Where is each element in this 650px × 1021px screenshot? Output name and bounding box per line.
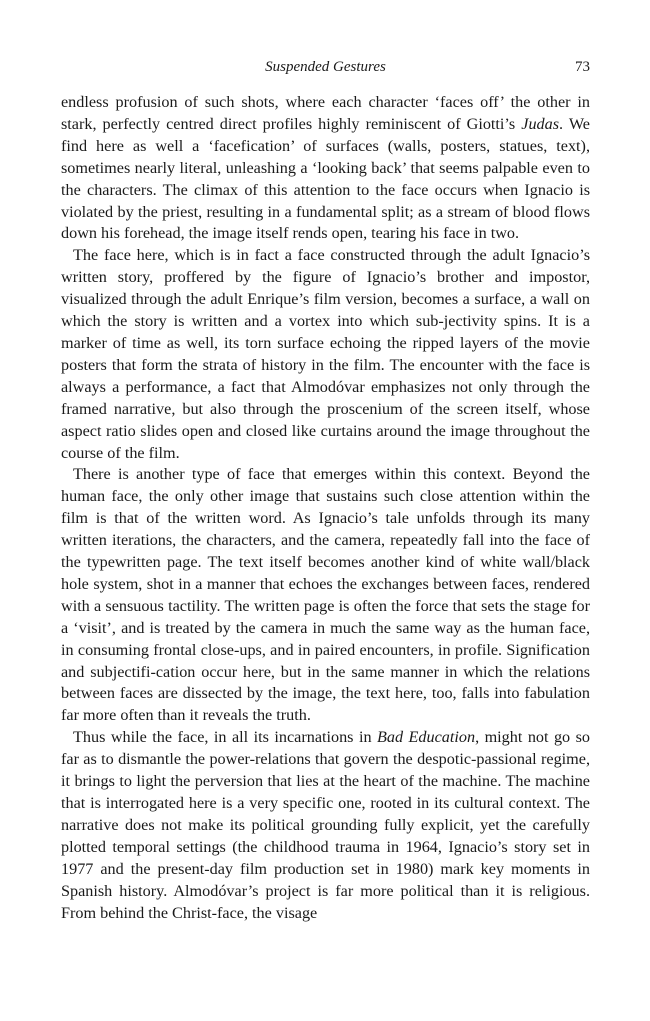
text-segment: . We find here as well a ‘facefication’ of surfaces (walls, posters, statues, text), sometimes nearly literal, unleashing a ‘looking back’ that seems palpable even to the characters. The climax of this attention to the face occurs when Ignacio is violated by the priest, resulting in a fundamental split; as a stream of blood flows down his forehead, the image itself rends open, tearing his face in two. [61, 114, 590, 243]
film-title-bad-education: Bad Education [377, 728, 476, 747]
running-header [61, 55, 590, 79]
paragraph-4 [61, 727, 590, 924]
text-segment: , might not go so far as to dismantle the power-relations that govern the despotic-passional regime, it brings to light the perversion that lies at the heart of the machine. The machine that is interrogated here is a very specific one, rooted in its cultural context. The narrative does not make its political grounding fully explicit, yet the carefully plotted temporal settings (the childhood trauma in 1964, Ignacio’s story set in 1977 and the present-day film production set in 1980) mark key moments in Spanish history. Almodóvar’s project is far more political than it is religious. From behind the Christ-face, the visage [61, 728, 590, 922]
text-segment: There is another type of face that emerges within this context. Beyond the human face, the only other image that sustains such close attention within the film is that of the written word. As Ignacio’s tale unfolds through its many written iterations, the characters, and the camera, repeatedly fall into the face of the typewritten page. The text itself becomes another kind of white wall/black hole system, shot in a manner that echoes the exchanges between faces, rendered with a sensuous tactility. The written page is often the force that sets the stage for a ‘visit’, and is treated by the camera in much the same way as the human face, in consuming frontal close-ups, and in paired encounters, in profile. Signification and subjectifi-cation occur here, but in the same manner in which the relations between faces are dissected by the image, the text here, too, falls into fabulation far more often than it reveals the truth. [61, 465, 590, 725]
text-segment: The face here, which is in fact a face constructed through the adult Ignacio’s written story, proffered by the figure of Ignacio’s brother and impostor, visualized through the adult Enrique’s film version, becomes a surface, a wall on which the story is written and a vortex into which sub-jectivity spins. It is a marker of time as well, its torn surface echoing the ripped layers of the movie posters that form the strata of history in the film. The encounter with the face is always a performance, a fact that Almodóvar emphasizes not only through the framed narrative, but also through the proscenium of the screen itself, whose aspect ratio slides open and closed like curtains around the image throughout the course of the film. [61, 246, 590, 462]
book-page [61, 55, 590, 924]
text-segment: endless profusion of such shots, where each character ‘faces off’ the other in stark, perfectly centred direct profiles highly reminiscent of Giotti’s [61, 93, 590, 133]
paragraph-1 [61, 92, 590, 245]
text-segment: Thus while the face, in all its incarnations in [73, 728, 377, 747]
running-title: Suspended Gestures [265, 59, 386, 75]
film-title-judas: Judas [521, 114, 560, 133]
page-number: 73 [575, 59, 590, 75]
body-text [61, 92, 590, 924]
paragraph-3 [61, 464, 590, 727]
paragraph-2 [61, 245, 590, 464]
